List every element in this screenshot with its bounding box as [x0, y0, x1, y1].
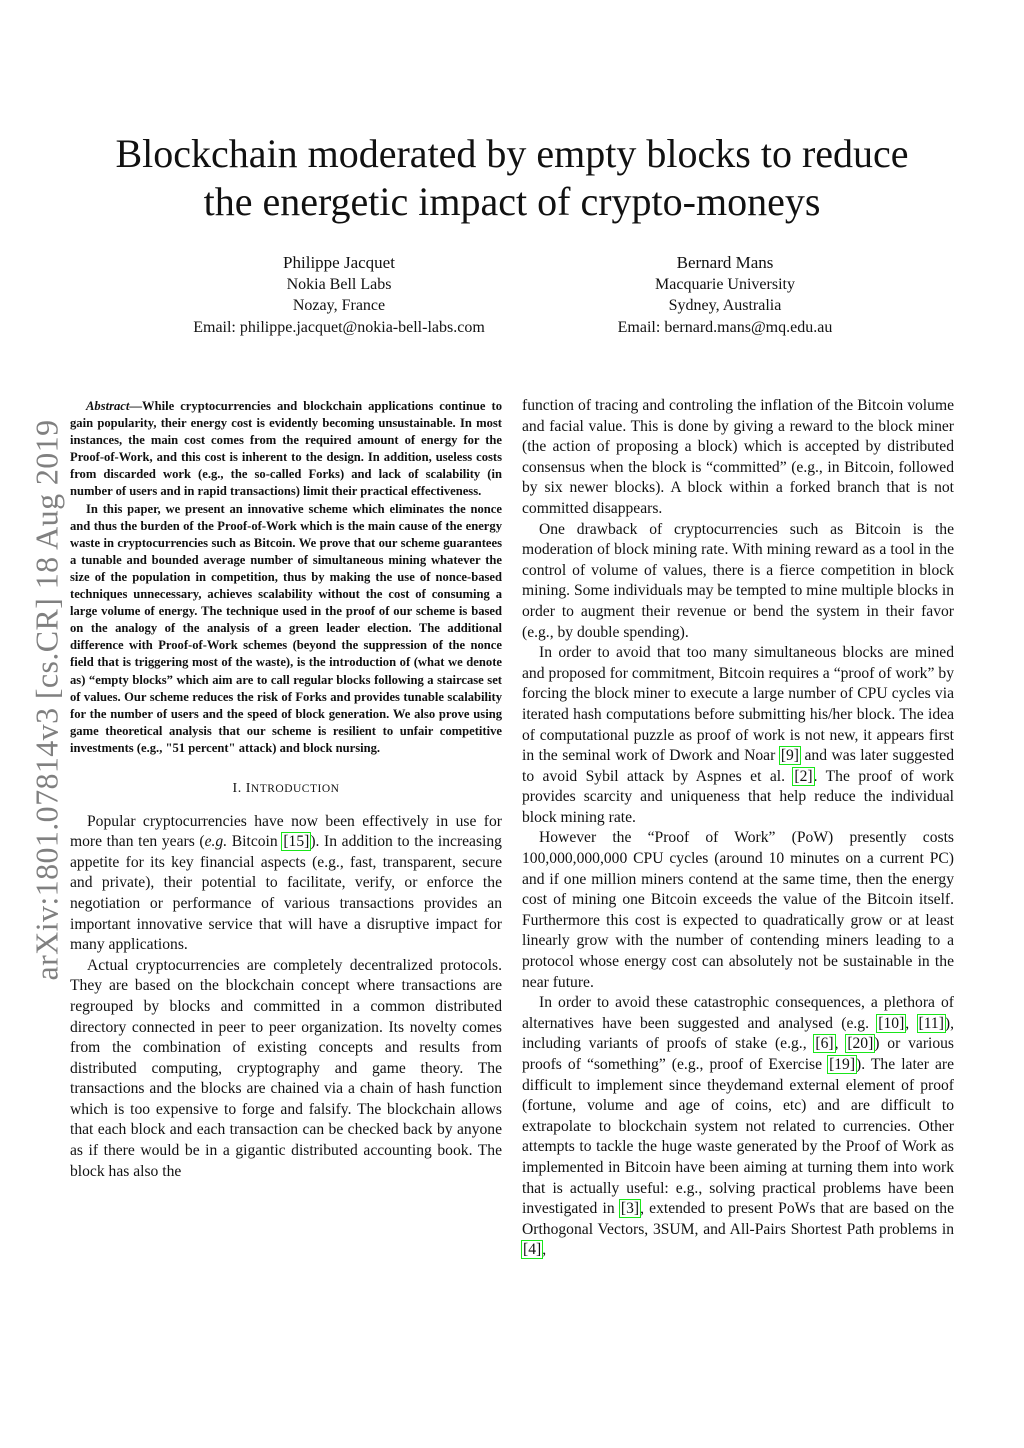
intro-paragraph — [70, 812, 502, 956]
abstract-paragraph: In this paper, we present an innovative scheme which eliminates the nonce and thus the burden of the Proof-of-Work which is the main cause of the energy waste in cryptocurrencies such as Bitcoin. We prove that our scheme guarantees a tunable and bounded average number of simultaneous mining whatever the size of the population in competition, thus by making the use of nonce-based techniques unnecessary, achieves scalability without the cost of consuming a large volume of energy. The technique used in the proof of our scheme is based on the analogy of the analysis of a green leader election. The additional difference with Proof-of-Work schemes (beyond the suppression of the nonce field that is triggering most of the waste), is the introduction of (what we denote as) “empty blocks” which aim are to call regular blocks following a staircase set of values. Our scheme reduces the risk of Forks and provides tunable scalability for the number of users and the speed of block generation. We also prove using game theoretical analysis that our scheme is resilient to unfair competitive investments (e.g., "51 percent" attack) and block nursing. — [70, 501, 502, 755]
text-run: and was later suggested to avoid Sybil attack by Aspnes et al. — [522, 747, 955, 785]
text-run: , — [905, 1014, 918, 1032]
text-run: In order to avoid that too many simultaneous blocks are mined and proposed for commitment, Bitcoin requires a “proof of work” by forcing the block miner to execute a large number of CPU cycles via iterated hash computations before submitting his/her block. The idea of computational puzzle as proof of work is not new, it appears first in the seminal work of Dwork and Noar — [522, 644, 954, 765]
abstract-text: —While cryptocurrencies and blockchain applications continue to gain popularity, their energy cost is evidently becoming unsustainable. In most instances, the main cost comes from the required amount of energy for the Proof-of-Work, and this cost is inherent to the design. In addition, useless costs from discarded work (e.g., the so-called Forks) and lack of scalability (in number of users and in rapid transactions) limit their practical effectiveness. — [70, 399, 502, 499]
body-paragraph — [522, 643, 954, 828]
body-paragraph: However the “Proof of Work” (PoW) presently costs 100,000,000,000 CPU cycles (around 10 minutes on a current PC) and if one million miners contend at the same time, then the energy cost of mining one Bitcoin exceeds the value of the Bitcoin itself. Furthermore this cost is expected to quadratically grow or at least linearly grow with the number of contending miners leading to a protocol whose energy cost can absolutely not be sustainable in the near future. — [522, 829, 954, 991]
citation-link[interactable]: [2] — [794, 767, 813, 785]
paper-title — [0, 130, 1024, 226]
text-run: Popular cryptocurrencies have now been effectively in use for more than ten years ( — [70, 812, 502, 851]
body-paragraph — [522, 993, 954, 1261]
text-run: Bitcoin — [227, 833, 283, 851]
text-run: , — [834, 1035, 847, 1053]
text-run: . The proof of work provides scarcity and uniqueness that help reduce the individual block mining rate. — [522, 767, 954, 826]
text-run: ). In addition to the increasing appetite for its key financial aspects (e.g., fast, transparent, secure and private), their potential to facilitate, verify, or enforce the negotiation or performance of various transactions provides an important innovative service that will have a disruptive impact for many applications. — [70, 833, 502, 954]
text-run: ) or various proofs of “something” (e.g., proof of Exercise — [522, 1035, 955, 1073]
paper-title-line1: Blockchain moderated by empty blocks to reduce — [115, 131, 909, 176]
citation-link[interactable]: [4] — [523, 1241, 542, 1259]
author-name: Philippe Jacquet — [283, 253, 395, 272]
text-run: In order to avoid these catastrophic consequences, a plethora of alternatives have been suggested and analysed (e.g. — [522, 994, 954, 1032]
section-title-cap: I — [245, 780, 251, 796]
right-column — [522, 396, 954, 1261]
citation-link[interactable]: [19] — [829, 1056, 856, 1073]
left-column — [70, 398, 502, 1182]
author-name: Bernard Mans — [676, 253, 774, 272]
author-block — [545, 252, 905, 338]
citation-link[interactable]: [6] — [815, 1035, 834, 1053]
author-affiliation: Macquarie University — [655, 275, 795, 293]
body-paragraph: function of tracing and controling the inflation of the Bitcoin volume and facial value. This is done by giving a reward to the block miner (the action of proposing a block) which is accepted by distributed consensus when the block is “committed” (e.g., in Bitcoin, followed by six newer blocks). A block within a forked branch that is not committed disappears. — [522, 397, 954, 517]
abstract — [70, 398, 502, 757]
author-email[interactable]: Email: bernard.mans@mq.edu.au — [617, 318, 833, 336]
author-email[interactable]: Email: philippe.jacquet@nokia-bell-labs.com — [193, 318, 485, 336]
arxiv-stamp[interactable]: arXiv:1801.07814v3 [cs.CR] 18 Aug 2019 — [28, 419, 65, 981]
text-run: ), including variants of proofs of stake (e.g., — [522, 1014, 955, 1053]
author-location: Nozay, France — [292, 297, 386, 314]
citation-link[interactable]: [20] — [847, 1035, 874, 1053]
text-run-italic: e.g. — [204, 833, 228, 851]
author-affiliation: Nokia Bell Labs — [286, 275, 392, 293]
text-run: ). The later are difficult to implement since theydemand external element of proof (fortune, volume and age of coins, etc) and are difficult to extrapolate to blockchain system not related to currencies. Other attempts to tackle the huge waste generated by the Proof of Work as implemented in Bitcoin have been aiming at turning them into work that is actually useful: e.g., solving practical problems have been investigated in — [522, 1056, 954, 1218]
citation-link[interactable]: [15] — [283, 833, 310, 851]
section-heading-introduction — [70, 779, 502, 800]
abstract-paragraph — [70, 398, 502, 501]
paper-title-line2: the energetic impact of crypto-moneys — [203, 179, 821, 224]
intro-paragraph: Actual cryptocurrencies are completely decentralized protocols. They are based on the blockchain concept where transactions are regrouped by blocks and committed in a common distributed directory connected in peer to peer organization. Its novelty comes from the combination of existing concepts and results from distributed computing, cryptography and game theory. The transactions and the blocks are chained via a chain of hash function which is too expensive to forge and falsify. The blockchain allows that each block and each transaction can be checked back by anyone as if there would be in a gigantic distributed accounting book. The block has also the — [70, 956, 502, 1180]
text-run: , extended to present PoWs that are based on the Orthogonal Vectors, 3SUM, and All-Pairs Shortest Path problems in — [522, 1200, 954, 1238]
author-location: Sydney, Australia — [668, 297, 782, 314]
abstract-label: Abstract — [86, 399, 130, 413]
text-run: , — [542, 1241, 547, 1259]
citation-link[interactable]: [11] — [918, 1014, 944, 1032]
citation-link[interactable]: [3] — [620, 1200, 640, 1218]
citation-link[interactable]: [9] — [780, 747, 799, 765]
section-title-rest: NTRODUCTION — [250, 782, 340, 795]
section-number: I. — [232, 780, 242, 796]
author-block — [159, 252, 519, 338]
body-paragraph: One drawback of cryptocurrencies such as Bitcoin is the moderation of block mining rate. With mining reward as a tool in the control of volume of values, there is a fierce competition in block mining. Some individuals may be tempted to mine multiple blocks in order to augment their revenue or bend the system in their favor (e.g., by double spending). — [522, 520, 954, 641]
citation-link[interactable]: [10] — [878, 1014, 905, 1032]
